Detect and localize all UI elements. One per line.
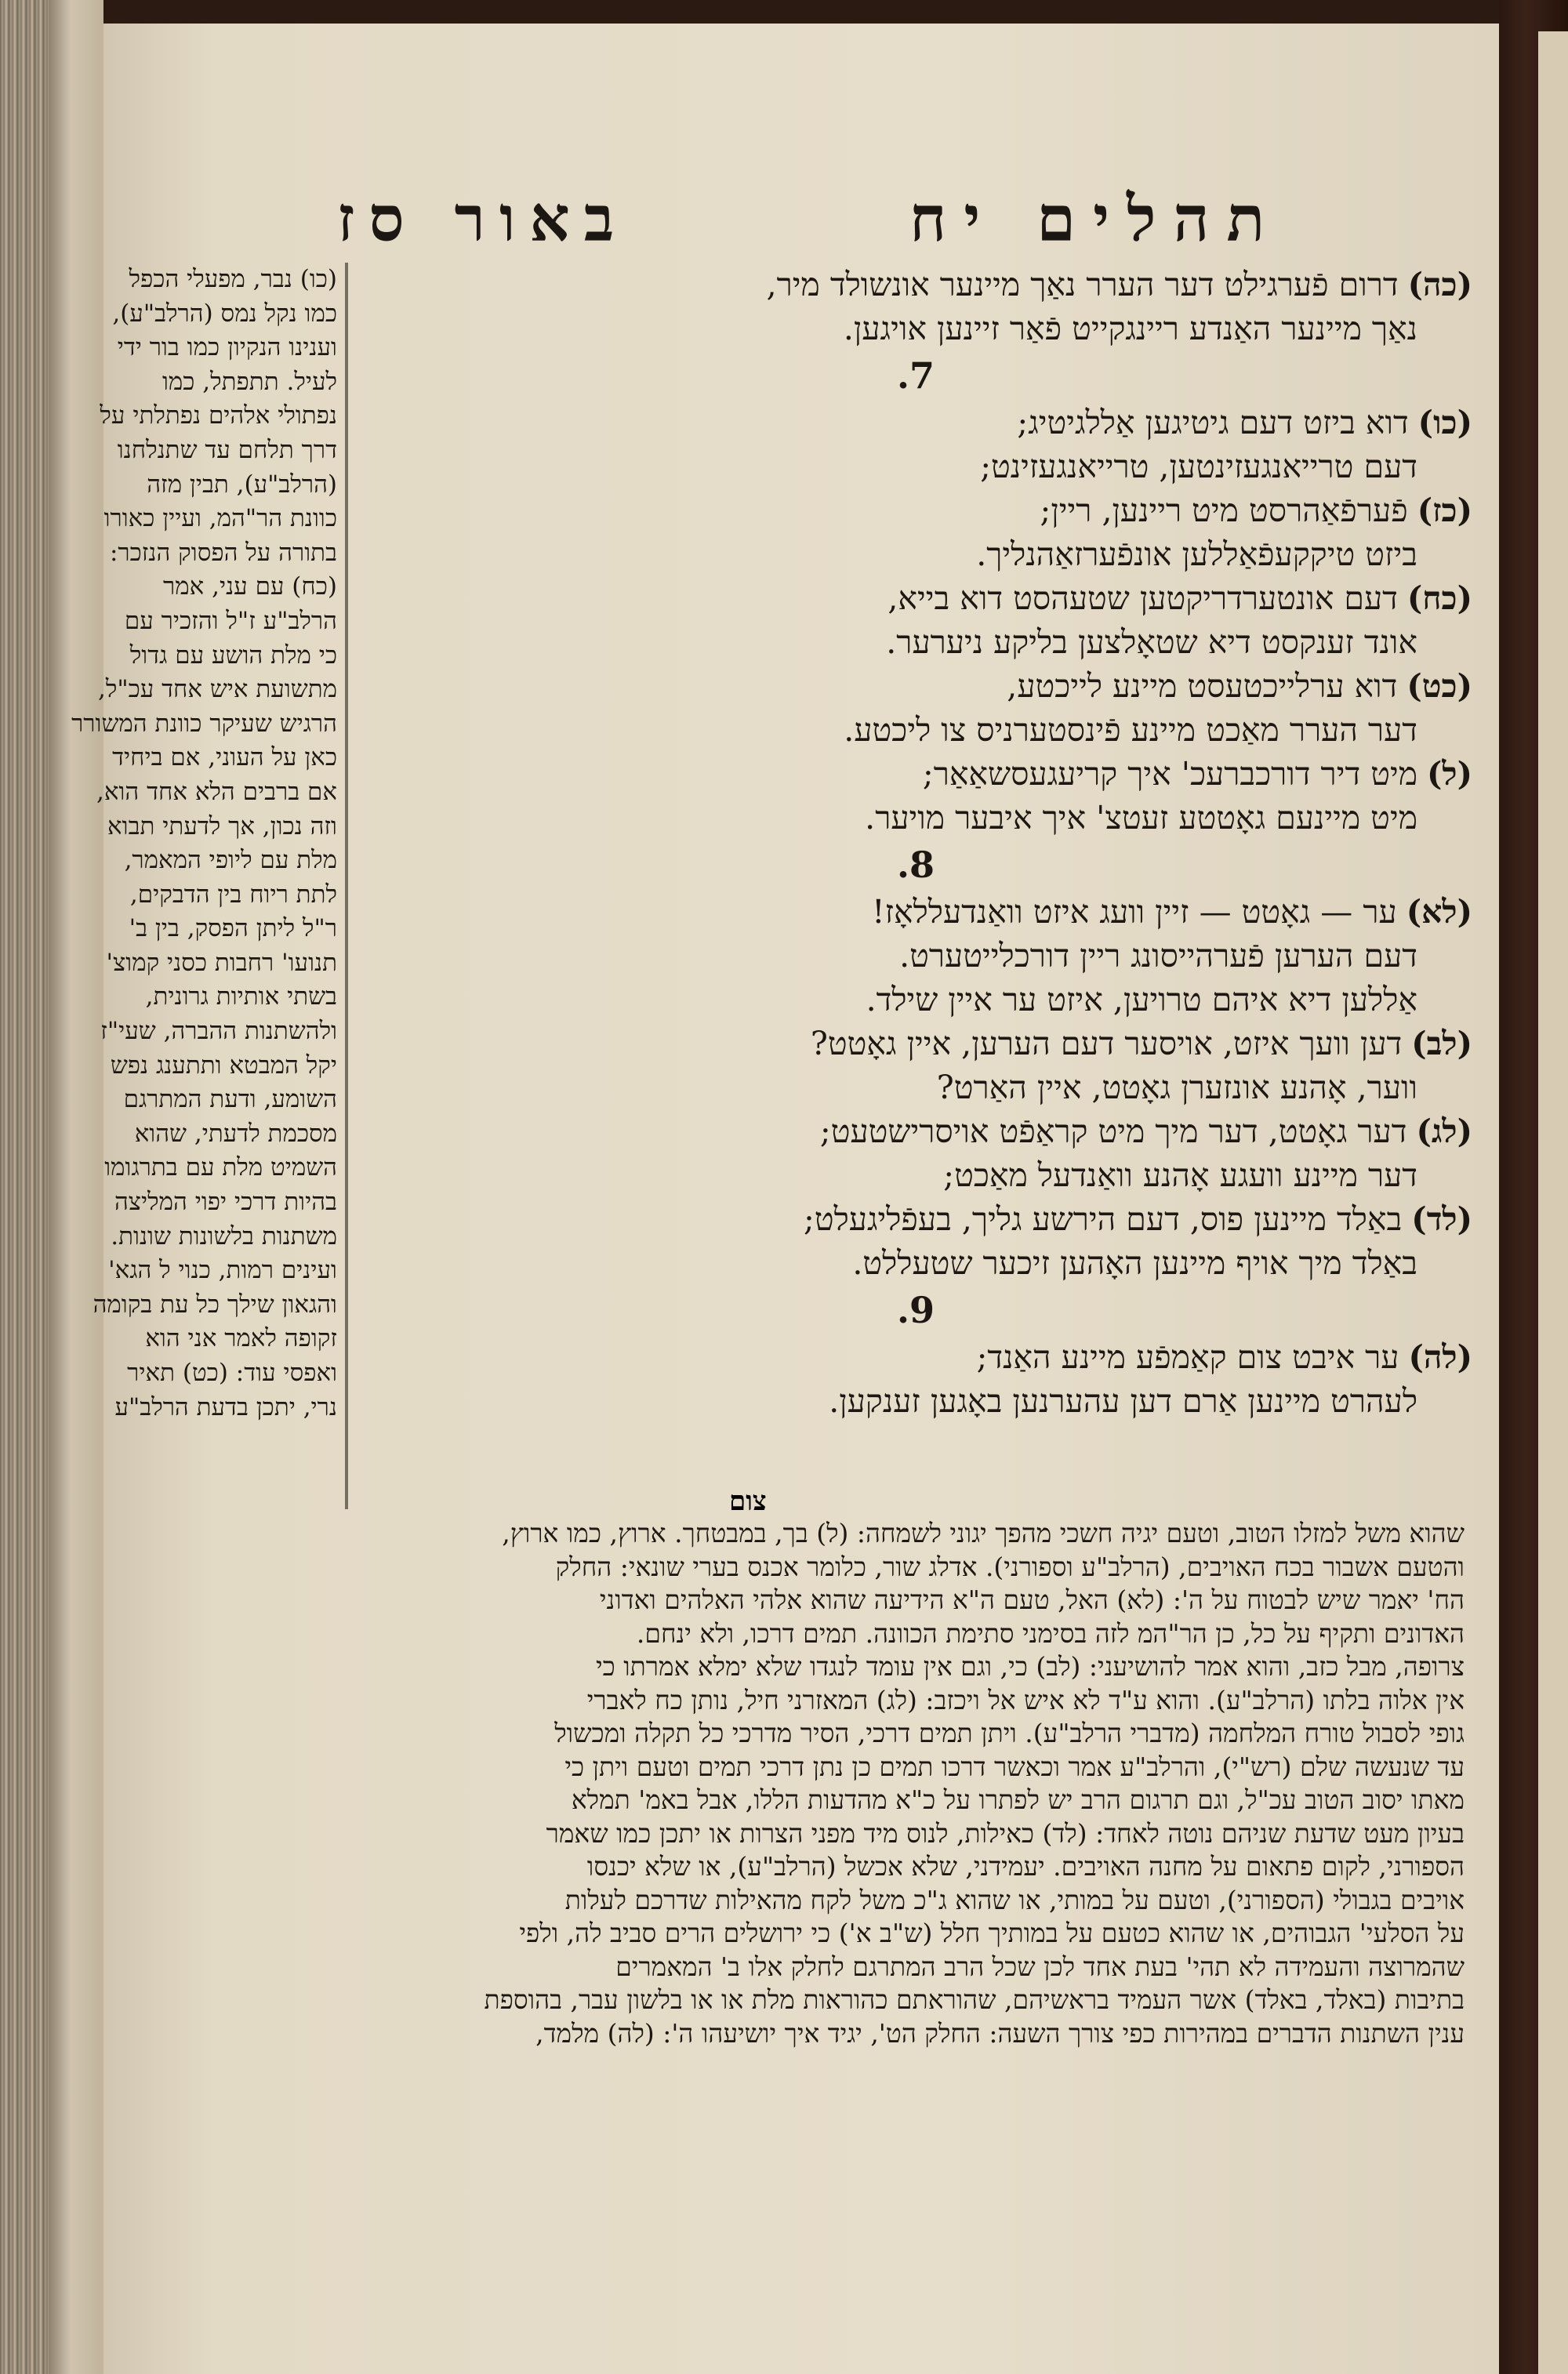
footnote-commentary <box>359 1517 1465 2050</box>
verse-line <box>359 934 1472 978</box>
verse-text: מיט דיר דורכברעכ' איך קריעגעסשאַאַר; <box>922 755 1418 793</box>
side-commentary-line: מסכמת לדעתי, שהוא <box>134 1119 337 1148</box>
facing-page-edge <box>1538 31 1568 2374</box>
side-commentary-line: דרך תלחם עד שתנלחנו <box>117 435 337 464</box>
side-commentary-line: (הרלב"ע), תבין מזה <box>147 470 337 499</box>
verse-text: דעם אונטערדריקטען שטעהסט דוא בייא, <box>887 579 1398 617</box>
verse-text: ער — גאָטט — זיין וועג איזט וואַנדעללאָז! <box>872 893 1397 931</box>
verse-line <box>359 664 1472 708</box>
side-commentary-line: כוונת הר"המ, ועיין כאורו <box>103 504 337 533</box>
commentary-line: שהמרוצה והעמידה לא תהי' בעת אחד לכן שכל הרב המתרגם לחלק אלו ב' המאמרים <box>615 1951 1465 1982</box>
commentary-line: שהוא משל למזלו הטוב, וטעם יגיה חשכי מהפך יגוני לשמחה: (ל) בך, במבטחך. ארוץ, כמו ארוץ, <box>502 1518 1465 1548</box>
side-commentary-line: (כח) עם עני, אמר <box>163 572 337 601</box>
page-gutter <box>49 0 103 2374</box>
verse-text: לעהרט מיינען אַרם דען עהערנען באָגען זענקען. <box>829 1382 1417 1420</box>
side-commentary-line: ר"ל ליתן הפסק, בין ב' <box>129 914 337 943</box>
verse-text: דרום פֿערגילט דער הערר נאַך מיינער אונשולד מיר, <box>766 266 1399 303</box>
verse-line <box>359 1065 1472 1109</box>
side-commentary-line: ועינים רמות, כנוי ל הגא' <box>108 1256 337 1285</box>
verse-text: דעם הערען פֿערהייסונג ריין דורכלייטערט. <box>899 937 1417 975</box>
section-number: 8. <box>896 844 935 886</box>
verse-line <box>359 1241 1472 1285</box>
side-commentary-line: תנועו' רחבות כסני קמוצ' <box>106 948 337 977</box>
section-number: 7. <box>896 354 935 397</box>
verse-line <box>359 263 1472 307</box>
side-commentary-line: נפתולי אלהים נפתלתי על <box>100 401 337 430</box>
verse-line <box>359 620 1472 664</box>
verse-line <box>359 488 1472 532</box>
verse-number: (לד) <box>1411 1200 1472 1238</box>
side-commentary-line: אם ברבים הלא אחד הוא, <box>96 777 337 806</box>
commentary-line: אין אלוה בלתו (הרלב"ע). והוא ע"ד לא איש אל ויכזב: (לג) המאזרני חיל, נותן כח לאברי <box>586 1684 1465 1715</box>
verse-line <box>359 1379 1472 1423</box>
catchword: צום <box>729 1486 767 1517</box>
verse-text: דער מיינע וועגע אָהנע וואַנדעל מאַכט; <box>943 1156 1417 1194</box>
verse-number: (כט) <box>1406 667 1472 705</box>
verse-text: ווער, אָהנע אונזערן גאָטט, איין האַרט? <box>936 1069 1417 1106</box>
side-commentary-line: נרי, יתכן בדעת הרלב"ע <box>114 1392 337 1421</box>
verse-line <box>359 1109 1472 1153</box>
side-commentary-line: וענינו הנקיון כמו בור ידי <box>117 333 337 362</box>
verse-text: נאַך מיינער האַנדע ריינגקייט פֿאַר זיינען אויגען. <box>843 310 1417 347</box>
verse-line <box>359 1197 1472 1241</box>
verse-line <box>359 307 1472 350</box>
verse-number: (לג) <box>1416 1113 1472 1150</box>
verse-line <box>359 445 1472 488</box>
side-commentary-line: וזה נכון, אך לדעתי תבוא <box>107 811 337 840</box>
verse-text: ער איבט צום קאַמפֿע מיינע האַנד; <box>976 1338 1399 1376</box>
verse-number: (לא) <box>1406 893 1472 931</box>
side-commentary-line: כאן על העוני, אם ביחיד <box>112 743 337 772</box>
commentary-line: האדונים ותקיף על כל, כן הר"המ לזה בסימני סתימת הכוונה. תמים דרכו, ולא ינחם. <box>636 1617 1465 1649</box>
column-divider <box>345 263 348 1509</box>
verse-text: דער הערר מאַכט מיינע פֿינסטערניס צו ליכטע. <box>844 711 1417 749</box>
verse-line <box>359 1335 1472 1379</box>
verse-line <box>359 752 1472 796</box>
psalm-text <box>359 263 1472 1423</box>
verse-line <box>359 532 1472 576</box>
side-commentary-line: הרגיש שעיקר כוונת המשורר <box>71 709 337 738</box>
side-commentary-line: השומע, ודעת המתרגם <box>123 1085 337 1114</box>
commentary-line: בתיבות (באלד, באלד) אשר העמיד בראשיהם, שהוראתם כהוראות מלת או או בלשון עבר, בהוספת <box>484 1984 1465 2015</box>
verse-text: דען וועך איזט, אויסער דעם הערען, איין גאָטט? <box>810 1025 1403 1062</box>
verse-text: דוא ערלייכטעסט מיינע לייכטע, <box>1007 667 1398 705</box>
commentary-line: על הסלעי' הגבוהים, או שהוא כטעם על במותיך חלל (ש"ב א') כי ירושלים הרים סביב לה, ולפי <box>519 1918 1465 1948</box>
side-commentary-line: מלת עם ליופי המאמר, <box>124 846 337 875</box>
header-commentary-title: באור סז <box>337 182 629 256</box>
verse-number: (כח) <box>1406 579 1472 617</box>
side-commentary-line: לתת ריוח בין הדבקים, <box>129 880 337 909</box>
commentary-line: צרופה, מבל כזב, והוא אמר להושיעני: (לב) כי, וגם אין עומד לנגדו שלא ימלא אמרתו כי <box>595 1651 1465 1682</box>
commentary-line: גופי לסבול טורח המלחמה (מדברי הרלב"ע). ויתן תמים דרכי, הסיר מדרכי כל תקלה ומכשול <box>554 1718 1465 1748</box>
side-commentary-line: בהיות דרכי יפוי המליצה <box>114 1188 337 1217</box>
verse-number: (כז) <box>1417 492 1472 529</box>
commentary-line: והטעם אשבור בכח האויבים, (הרלב"ע וספורני). אדלג שור, כלומר אכנס בערי שונאי: החלק <box>555 1551 1465 1582</box>
verse-number: (כו) <box>1417 404 1472 441</box>
verse-text: באַלד מיינען פוס, דעם הירשע גליך, בעפֿליגעלט; <box>804 1200 1403 1238</box>
verse-text: פֿערפֿאַהרסט מיט ריינען, ריין; <box>1040 492 1408 529</box>
verse-line <box>359 401 1472 445</box>
commentary-line: הספורני, לקום פתאום על מחנה האויבים. יעמידני, שלא אכשל (הרלב"ע), או שלא יכנסו <box>586 1851 1465 1882</box>
side-commentary-line: מתשועת איש אחד עכ"ל, <box>97 675 337 704</box>
side-commentary-line: כמו נקל נמס (הרלב"ע), <box>112 299 337 328</box>
verse-text: דוא ביזט דעם גיטיגען אַללגיטיג; <box>1017 404 1409 441</box>
side-commentary-line: זקופה לאמר אני הוא <box>145 1324 337 1353</box>
side-commentary-line: בשתי אותיות גרונית, <box>145 982 337 1011</box>
verse-number: (ל) <box>1427 755 1472 793</box>
verse-text: דער גאָטט, דער מיך מיט קראַפֿט אויסרישטעט; <box>819 1113 1407 1150</box>
side-commentary-line: משתנות בלשונות שונות. <box>111 1221 337 1251</box>
side-commentary-line: והגאון שילך כל עת בקומה <box>93 1290 337 1319</box>
side-commentary-line: בתורה על הפסוק הנזכר: <box>109 538 337 567</box>
verse-line <box>359 978 1472 1022</box>
verse-line <box>359 796 1472 840</box>
commentary-line: עד שנעשה שלם (רש"י), והרלב"ע אמר וכאשר דרכו תמים כן נתן דרכי תמים וטעם ויתן כי <box>564 1751 1465 1782</box>
verse-number: (לב) <box>1411 1025 1472 1062</box>
verse-line <box>359 708 1472 752</box>
verse-text: אונד זענקסט דיא שטאָלצען בליקע ניערער. <box>886 623 1417 661</box>
commentary-line: הח' יאמר שיש לבטוח על ה': (לא) האל, טעם ה"א הידיעה שהוא אלהי האלהים ואדוני <box>599 1584 1465 1615</box>
section-number: 9. <box>896 1289 935 1331</box>
verse-number: (כה) <box>1407 266 1472 303</box>
verse-line <box>359 1022 1472 1065</box>
side-commentary-line: יקל המבטא ותתענג נפש <box>110 1051 337 1080</box>
side-commentary-line: לעיל. תתפתל, כמו <box>162 367 337 396</box>
header-psalm-title: תהלים יח <box>909 182 1283 256</box>
verse-line <box>359 1153 1472 1197</box>
verse-text: ביזט טיקקעפֿאַללען אונפֿערזאַהנליך. <box>976 535 1417 573</box>
verse-text: דעם טרייאנגעזינטען, טרייאנגעזינט; <box>980 448 1417 485</box>
commentary-line: ענין השתנות הדברים במהירות כפי צורך השעה: החלק הט', יגיד איך יושיעהו ה': (לה) מלמד, <box>535 2017 1465 2049</box>
verse-text: אַללען דיא איהם טרויען, איזט ער איין שילד. <box>866 981 1417 1018</box>
commentary-line: בעיון מעט שדעת שניהם נוטה לאחד: (לד) כאילות, לנוס מיד מפני הצרות או יתכן כמו שאמר <box>546 1817 1465 1849</box>
verse-text: באַלד מיך אויף מיינען האָהען זיכער שטעללט. <box>852 1244 1417 1282</box>
side-commentary <box>71 263 337 1425</box>
side-commentary-line: ולהשתנות ההברה, שעי"ז <box>100 1017 337 1046</box>
verse-number: (לה) <box>1408 1338 1472 1376</box>
verse-line <box>359 576 1472 620</box>
verse-line <box>359 890 1472 934</box>
side-commentary-line: (כו) נבר, מפעלי הכפל <box>129 265 337 293</box>
side-commentary-line: הרלב"ע ז"ל והזכיר עם <box>124 606 337 635</box>
side-commentary-line: כי מלת הושע עם גדול <box>129 641 337 670</box>
side-commentary-line: ואפסי עוד: (כט) תאיר <box>127 1359 337 1387</box>
verse-text: מיט מיינעם גאָטטע זעטצ' איך איבער מויער. <box>865 799 1417 837</box>
commentary-line: אויבים בגבולי (הספורני), וטעם על במותי, או שהוא ג"כ משל לקח מהאילות שדרכם לעלות <box>564 1884 1465 1915</box>
commentary-line: מאתו יסוב הטוב עכ"ל, וגם תרגום הרב יש לפתרו על כ"א מהדעות הללו, אבל באמ' תמלא <box>571 1784 1465 1815</box>
side-commentary-line: השמיט מלת עם בתרגומו <box>104 1153 337 1182</box>
page-edge-left <box>0 0 49 2374</box>
